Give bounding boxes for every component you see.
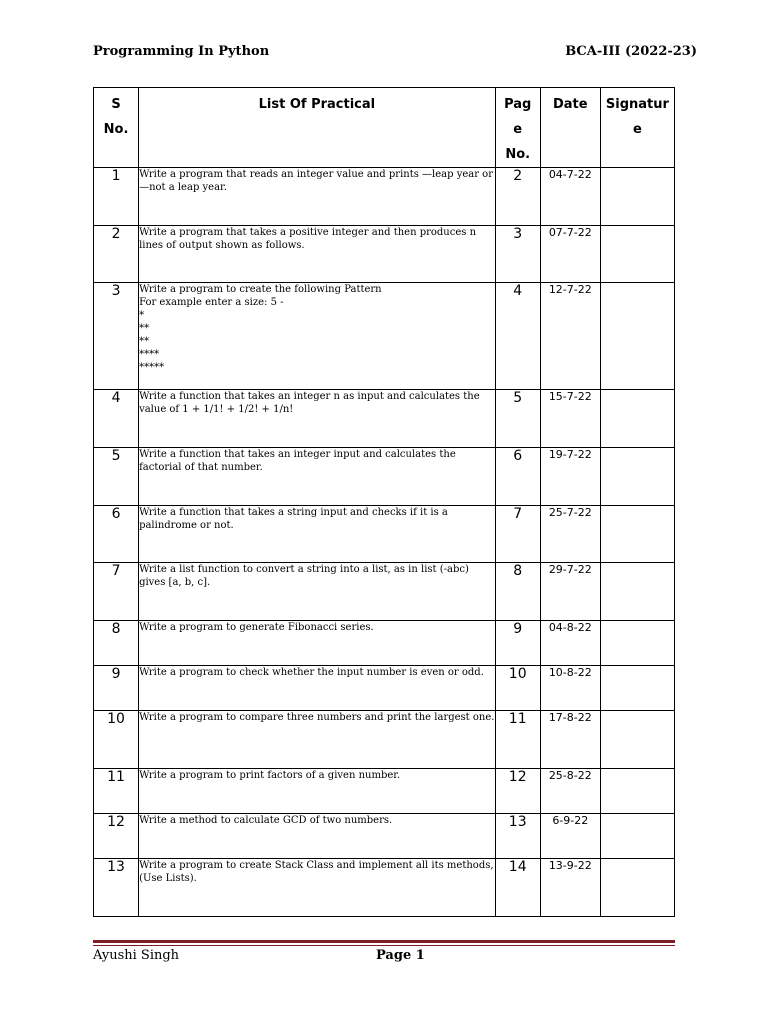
table-row: [94, 859, 675, 917]
row-page-number: 6: [495, 448, 540, 506]
row-date: 04-7-22: [540, 168, 600, 226]
row-practical-title: Write a program to generate Fibonacci series.: [139, 621, 496, 666]
practicals-table: [93, 87, 675, 917]
header-serial-number: S No.: [94, 88, 139, 168]
row-serial-number: 6: [94, 506, 139, 563]
row-date: 04-8-22: [540, 621, 600, 666]
row-serial-number: 8: [94, 621, 139, 666]
row-serial-number: 2: [94, 226, 139, 283]
row-signature: [600, 621, 674, 666]
row-date: 29-7-22: [540, 563, 600, 621]
row-date: 12-7-22: [540, 283, 600, 390]
table-row: [94, 226, 675, 283]
row-page-number: 4: [495, 283, 540, 390]
header-list-of-practical: List Of Practical: [139, 88, 496, 168]
row-date: 15-7-22: [540, 390, 600, 448]
row-page-number: 14: [495, 859, 540, 917]
row-practical-title: Write a program to check whether the input number is even or odd.: [139, 666, 496, 711]
row-serial-number: 12: [94, 814, 139, 859]
table-row: [94, 711, 675, 769]
row-practical-title: Write a program that takes a positive integer and then produces n lines of output shown as follows.: [139, 226, 496, 283]
row-page-number: 10: [495, 666, 540, 711]
row-page-number: 7: [495, 506, 540, 563]
row-serial-number: 9: [94, 666, 139, 711]
table-row: [94, 168, 675, 226]
row-practical-title: Write a program to compare three numbers and print the largest one.: [139, 711, 496, 769]
row-practical-title: Write a program to create Stack Class and implement all its methods, (Use Lists).: [139, 859, 496, 917]
row-page-number: 8: [495, 563, 540, 621]
table-row: [94, 563, 675, 621]
table-row: [94, 506, 675, 563]
row-page-number: 11: [495, 711, 540, 769]
row-signature: [600, 168, 674, 226]
row-serial-number: 1: [94, 168, 139, 226]
footer-rule-thick: [93, 940, 675, 943]
footer-page-number: Page 1: [376, 948, 425, 963]
row-signature: [600, 814, 674, 859]
footer-author-name: Ayushi Singh: [93, 948, 180, 963]
row-practical-title: Write a list function to convert a string into a list, as in list (-abc) gives [a, b, c].: [139, 563, 496, 621]
table-row: [94, 390, 675, 448]
row-signature: [600, 390, 674, 448]
row-date: 6-9-22: [540, 814, 600, 859]
row-date: 25-7-22: [540, 506, 600, 563]
row-practical-title: Write a program to print factors of a given number.: [139, 769, 496, 814]
header-course-title: Programming In Python: [93, 44, 270, 59]
header-class-year: BCA-III (2022-23): [565, 44, 697, 59]
header-date: Date: [540, 88, 600, 168]
header-signature: Signatur e: [600, 88, 674, 168]
header-page-number: Pag e No.: [495, 88, 540, 168]
row-page-number: 3: [495, 226, 540, 283]
row-serial-number: 13: [94, 859, 139, 917]
row-signature: [600, 283, 674, 390]
row-signature: [600, 563, 674, 621]
table-row: [94, 814, 675, 859]
row-signature: [600, 769, 674, 814]
row-practical-title: Write a method to calculate GCD of two numbers.: [139, 814, 496, 859]
row-serial-number: 5: [94, 448, 139, 506]
table-row: [94, 666, 675, 711]
row-signature: [600, 666, 674, 711]
row-date: 07-7-22: [540, 226, 600, 283]
row-serial-number: 3: [94, 283, 139, 390]
row-serial-number: 4: [94, 390, 139, 448]
row-page-number: 13: [495, 814, 540, 859]
table-row: [94, 769, 675, 814]
row-practical-title: Write a function that takes a string input and checks if it is a palindrome or not.: [139, 506, 496, 563]
row-date: 10-8-22: [540, 666, 600, 711]
table-row: [94, 621, 675, 666]
row-practical-title: Write a function that takes an integer n as input and calculates the value of 1 + 1/1! + 1/2! + 1/n!: [139, 390, 496, 448]
table-row: [94, 448, 675, 506]
row-date: 19-7-22: [540, 448, 600, 506]
row-serial-number: 10: [94, 711, 139, 769]
row-date: 25-8-22: [540, 769, 600, 814]
row-serial-number: 7: [94, 563, 139, 621]
row-signature: [600, 506, 674, 563]
footer-rule-thin: [93, 945, 675, 946]
table-header-row: [94, 88, 675, 168]
row-signature: [600, 226, 674, 283]
row-page-number: 2: [495, 168, 540, 226]
row-signature: [600, 711, 674, 769]
row-signature: [600, 448, 674, 506]
row-date: 17-8-22: [540, 711, 600, 769]
row-practical-title: Write a program to create the following Pattern For example enter a size: 5 - * ** ** **** *****: [139, 283, 496, 390]
table-row: [94, 283, 675, 390]
row-practical-title: Write a program that reads an integer value and prints —leap year or —not a leap year.: [139, 168, 496, 226]
row-page-number: 12: [495, 769, 540, 814]
row-serial-number: 11: [94, 769, 139, 814]
row-date: 13-9-22: [540, 859, 600, 917]
row-signature: [600, 859, 674, 917]
row-page-number: 9: [495, 621, 540, 666]
row-page-number: 5: [495, 390, 540, 448]
row-practical-title: Write a function that takes an integer input and calculates the factorial of that number.: [139, 448, 496, 506]
